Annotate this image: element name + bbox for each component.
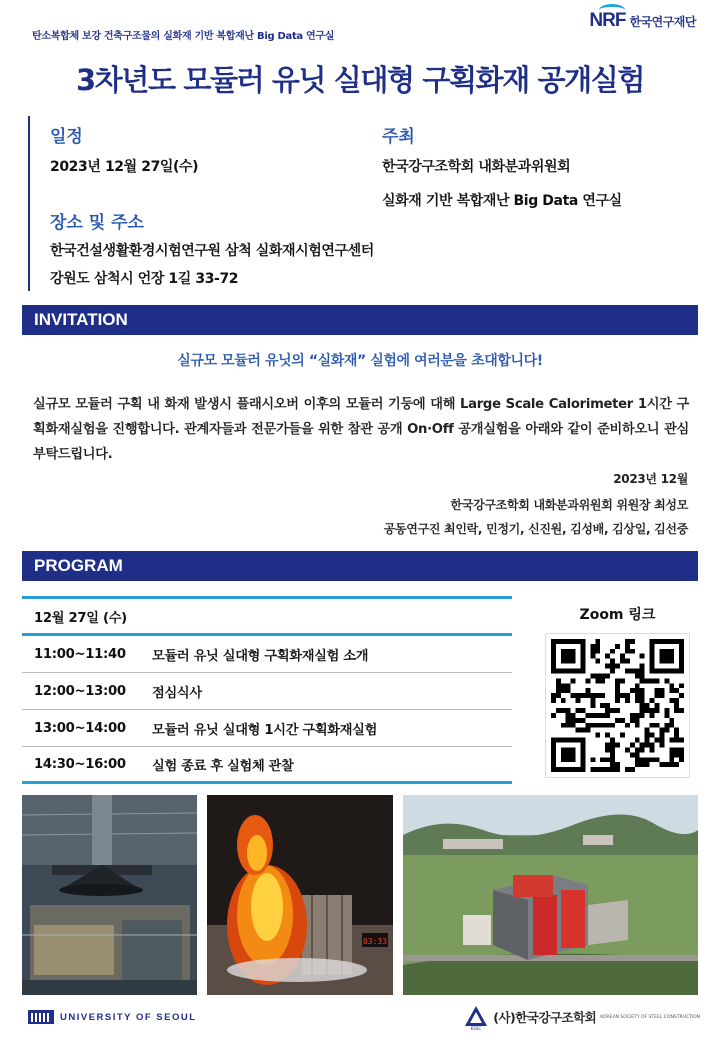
date-label: 일정 [50,127,83,147]
university-logo [28,1010,197,1024]
row-desc: 실험 종료 후 실험체 관찰 [152,758,294,774]
nrf-logo-mark: NRF [589,10,625,32]
sign-researchers: 공동연구진 최인락, 민정기, 신진원, 김성배, 김상일, 김선중 [383,522,688,536]
society-subtitle: KOREAN SOCIETY OF STEEL CONSTRUCTION [600,1014,700,1020]
page-title: 3차년도 모듈러 유닛 실대형 구획화재 공개실험 [76,63,644,97]
society-logo [463,1004,700,1030]
zoom-label: Zoom 링크 [579,607,656,623]
nrf-logo [589,10,696,32]
host-1: 한국강구조학회 내화분과위원회 [382,159,571,175]
address-value: 강원도 삼척시 언장 1길 33-72 [50,271,239,287]
table-row [22,673,512,710]
test-center-aerial-photo [403,795,698,995]
program-date: 12월 27일 (수) [34,610,127,626]
invitation-bar: INVITATION [22,305,698,335]
program-table [22,596,512,784]
table-row [22,636,512,673]
timer-readout: 03:33 [362,937,388,946]
row-time: 13:00~14:00 [34,720,126,736]
calorimeter-photo [22,795,197,995]
program-date-row [22,599,512,636]
date-value: 2023년 12월 27일(수) [50,159,199,175]
zoom-qr-code[interactable] [545,633,690,778]
host-label: 주최 [382,127,415,147]
row-desc: 모듈러 유닛 실대형 1시간 구획화재실험 [152,722,378,738]
place-value: 한국건설생활환경시험연구원 삼척 실화재시험연구센터 [50,243,374,259]
kssc-emblem-icon [463,1004,489,1030]
row-time: 11:00~11:40 [34,646,126,662]
row-time: 14:30~16:00 [34,756,126,772]
university-name: UNIVERSITY OF SEOUL [60,1011,197,1023]
invitation-body: 실규모 모듈러 구획 내 화재 발생시 플래시오버 이후의 모듈러 기둥에 대해 Large Scale Calorimeter 1시간 구획화재실험을 진행합니다. 관계자들과 전문가들을 위한 참관 공개 On·Off 공개실험을 아래와 같이 준비하오니 관심 부탁드립니다. [33,397,689,462]
event-info [28,116,698,291]
invitation-headline: 실규모 모듈러 유닛의 “실화재” 실험에 여러분을 초대합니다! [177,353,543,369]
table-row [22,710,512,747]
row-desc: 모듈러 유닛 실대형 구획화재실험 소개 [152,648,369,664]
row-time: 12:00~13:00 [34,683,126,699]
program-bar: PROGRAM [22,551,698,581]
svg-text:KSSC: KSSC [470,1026,482,1030]
host-2: 실화재 기반 복합재난 Big Data 연구실 [382,193,622,209]
sign-date: 2023년 12월 [613,472,688,486]
row-desc: 점심식사 [152,685,202,701]
sign-chair: 한국강구조학회 내화분과위원회 위원장 최성모 [450,498,688,512]
place-label: 장소 및 주소 [50,213,144,233]
society-name: (사)한국강구조학회 [493,1010,597,1025]
nrf-org-name: 한국연구재단 [629,14,696,29]
uos-emblem-icon [28,1010,54,1024]
lab-title: 탄소복합체 보강 건축구조물의 실화재 기반 복합재난 Big Data 연구실 [32,31,335,42]
fire-test-photo [207,795,393,995]
table-row [22,747,512,784]
